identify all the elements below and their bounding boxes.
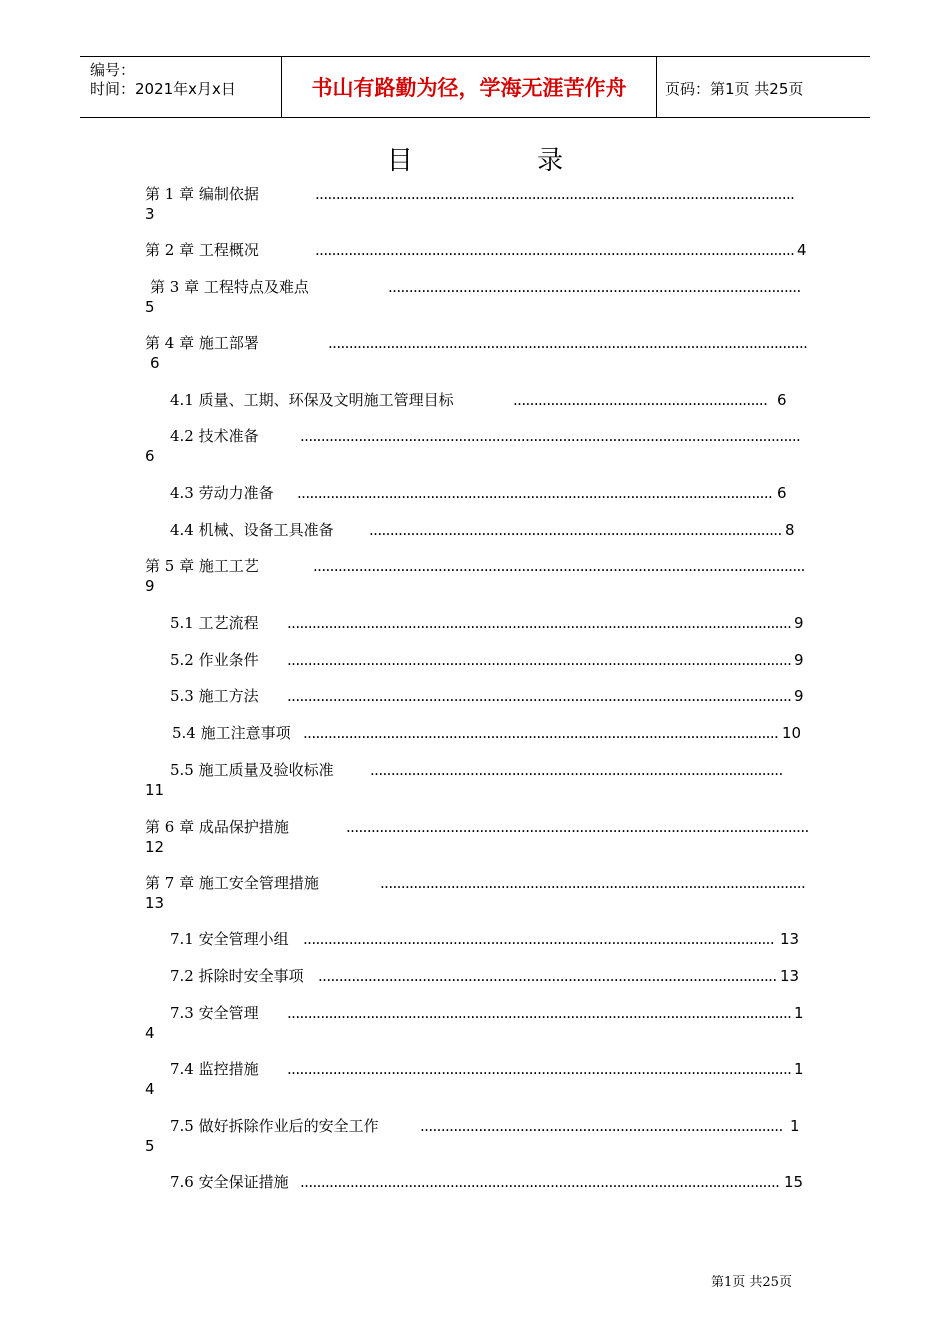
toc-entry[interactable] <box>145 818 289 837</box>
toc-page-number: 10 <box>782 724 802 742</box>
page-footer: 第1页 共25页 <box>711 1275 792 1290</box>
toc-page-number: 13 <box>780 930 800 948</box>
toc-entry-label: 4.1 质量、工期、环保及文明施工管理目标 <box>170 391 454 409</box>
toc-entry-label: 4.2 技术准备 <box>170 427 259 445</box>
toc-entry[interactable] <box>170 614 259 633</box>
toc-entry[interactable] <box>170 687 259 706</box>
header-motto: 书山有路勤为径，学海无涯苦作舟 <box>281 57 657 117</box>
toc-page-number: 13 <box>780 967 800 985</box>
toc-entry[interactable] <box>145 557 259 576</box>
header-page-label: 页码：第1页 共25页 <box>665 80 804 98</box>
toc-dot-leader: ............................................................. <box>513 391 768 409</box>
document-time-label: 时间：2021年x月x日 <box>90 80 236 98</box>
toc-dot-leader: ................................................................................................... <box>370 761 783 779</box>
toc-dot-leader: .................................................................................................................. <box>297 484 773 502</box>
toc-entry-label: 5.1 工艺流程 <box>170 614 259 632</box>
header-left <box>90 61 280 99</box>
toc-dot-leader: .............................................................................................................. <box>318 967 777 985</box>
toc-entry-label: 第 1 章 编制依据 <box>145 185 259 203</box>
toc-page-number-wrapped: 6 <box>145 447 155 465</box>
toc-dot-leader: ......................................................................................................................... <box>287 651 792 669</box>
toc-entry[interactable] <box>170 1173 289 1192</box>
toc-dot-leader: ......................................................................................................................... <box>287 687 792 705</box>
toc-entry-label: 第 5 章 施工工艺 <box>145 557 259 575</box>
toc-dot-leader: ................................................................................................................... <box>328 334 808 352</box>
toc-entry[interactable] <box>170 1004 259 1023</box>
toc-page-number: 9 <box>794 614 804 632</box>
toc-entry-label: 4.3 劳动力准备 <box>170 484 274 502</box>
toc-entry[interactable] <box>145 241 259 260</box>
toc-entry[interactable] <box>170 651 259 670</box>
toc-page-number-wrapped: 12 <box>145 838 165 856</box>
document-number-label: 编号： <box>90 61 136 79</box>
toc-entry[interactable] <box>170 391 454 410</box>
toc-entry-label: 第 3 章 工程特点及难点 <box>150 278 309 296</box>
toc-entry-label: 第 7 章 施工安全管理措施 <box>145 874 319 892</box>
toc-dot-leader: ...................................................................................................................... <box>313 557 805 575</box>
toc-dot-leader: .................................................................................................................. <box>303 724 779 742</box>
toc-page-number: 15 <box>784 1173 804 1191</box>
toc-page-number: 6 <box>777 391 787 409</box>
toc-entry[interactable] <box>170 521 334 540</box>
toc-dot-leader: ............................................................................................................... <box>346 818 809 836</box>
toc-entry[interactable] <box>172 724 291 743</box>
toc-page-number-wrapped: 3 <box>145 205 155 223</box>
toc-dot-leader: ................................................................................................................. <box>303 930 774 948</box>
toc-dot-leader: ...................................................................................................... <box>380 874 806 892</box>
toc-entry[interactable] <box>145 185 259 204</box>
toc-title: 目 录 <box>386 146 622 176</box>
toc-entry-label: 7.4 监控措施 <box>170 1060 259 1078</box>
toc-entry-label: 7.5 做好拆除作业后的安全工作 <box>170 1117 379 1135</box>
toc-entry[interactable] <box>170 967 304 986</box>
toc-page-number-wrapped: 4 <box>145 1080 155 1098</box>
toc-page-number-wrapped: 6 <box>150 354 160 372</box>
toc-entry-label: 第 2 章 工程概况 <box>145 241 259 259</box>
toc-page-number-wrapped: 5 <box>145 1137 155 1155</box>
toc-dot-leader: ................................................................................................... <box>388 278 801 296</box>
toc-dot-leader: ................................................................................................................... <box>315 185 795 203</box>
toc-page-number: 1 <box>790 1117 800 1135</box>
toc-entry[interactable] <box>170 761 334 780</box>
toc-entry[interactable] <box>170 930 289 949</box>
toc-entry[interactable] <box>170 1060 259 1079</box>
toc-dot-leader: ........................................................................................................................ <box>300 427 801 445</box>
toc-entry-label: 第 4 章 施工部署 <box>145 334 259 352</box>
page-header <box>80 56 870 118</box>
toc-entry-label: 7.6 安全保证措施 <box>170 1173 289 1191</box>
toc-entry[interactable] <box>170 484 274 503</box>
toc-entry-label: 5.3 施工方法 <box>170 687 259 705</box>
toc-entry-label: 4.4 机械、设备工具准备 <box>170 521 334 539</box>
toc-entry-label: 7.3 安全管理 <box>170 1004 259 1022</box>
toc-page-number: 4 <box>797 241 807 259</box>
toc-entry[interactable] <box>145 334 259 353</box>
toc-entry-label: 7.1 安全管理小组 <box>170 930 289 948</box>
toc-dot-leader: ................................................................................................... <box>369 521 782 539</box>
toc-entry[interactable] <box>150 278 309 297</box>
toc-entry[interactable] <box>145 874 319 893</box>
toc-page-number-wrapped: 11 <box>145 781 165 799</box>
toc-page-number-wrapped: 9 <box>145 577 155 595</box>
toc-entry[interactable] <box>170 427 259 446</box>
toc-dot-leader: ................................................................................................................... <box>300 1173 780 1191</box>
toc-page-number-wrapped: 4 <box>145 1024 155 1042</box>
toc-dot-leader: ......................................................................................................................... <box>287 1060 792 1078</box>
toc-page-number: 6 <box>777 484 787 502</box>
toc-dot-leader: ....................................................................................... <box>420 1117 783 1135</box>
toc-dot-leader: ................................................................................................................... <box>315 241 795 259</box>
toc-entry-label: 5.4 施工注意事项 <box>172 724 291 742</box>
toc-entry[interactable] <box>170 1117 379 1136</box>
toc-entry-label: 第 6 章 成品保护措施 <box>145 818 289 836</box>
toc-dot-leader: ......................................................................................................................... <box>287 614 792 632</box>
toc-dot-leader: ......................................................................................................................... <box>287 1004 792 1022</box>
toc-page-number: 8 <box>785 521 795 539</box>
toc-page-number: 9 <box>794 651 804 669</box>
toc-page-number: 1 <box>794 1060 804 1078</box>
toc-page-number-wrapped: 13 <box>145 894 165 912</box>
toc-entry-label: 7.2 拆除时安全事项 <box>170 967 304 985</box>
toc-page-number: 1 <box>794 1004 804 1022</box>
toc-page-number-wrapped: 5 <box>145 298 155 316</box>
toc-entry-label: 5.5 施工质量及验收标准 <box>170 761 334 779</box>
toc-page-number: 9 <box>794 687 804 705</box>
toc-entry-label: 5.2 作业条件 <box>170 651 259 669</box>
